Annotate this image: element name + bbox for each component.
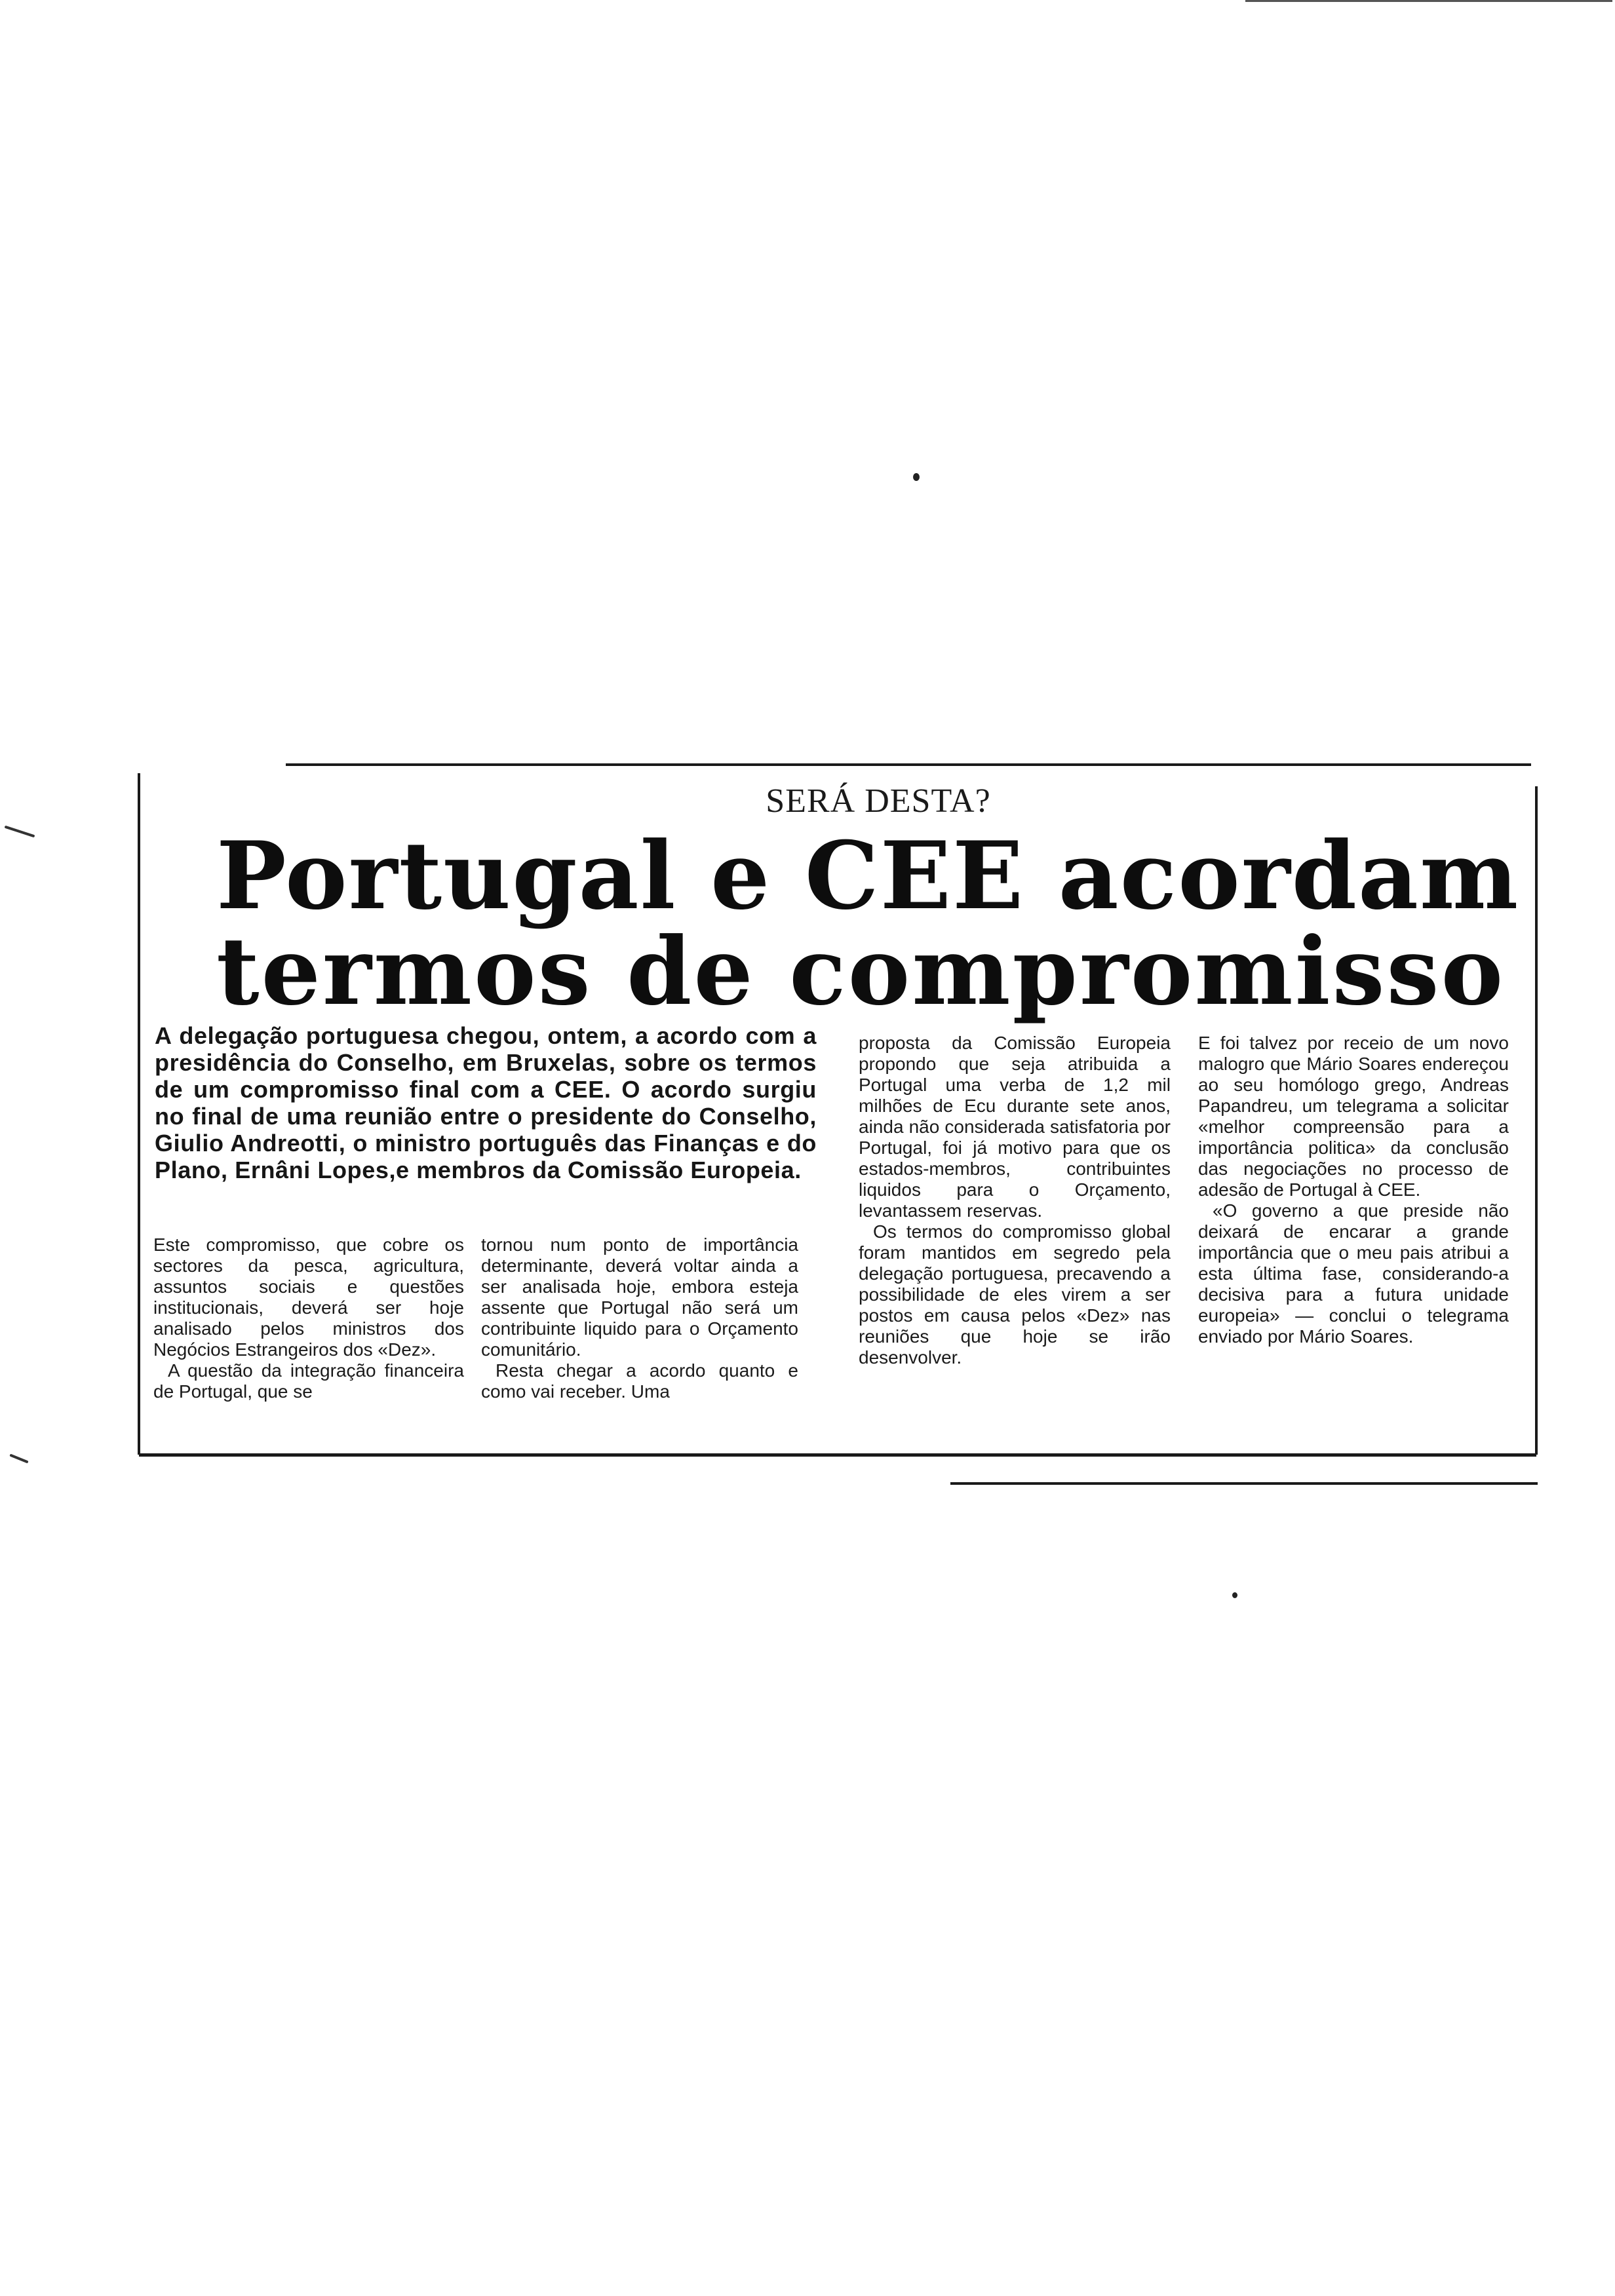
body-column-4 <box>1198 1033 1509 1347</box>
margin-mark <box>9 1454 28 1464</box>
frame-top-rule <box>286 763 1531 766</box>
top-edge-rule <box>1245 0 1612 2</box>
body-paragraph: Os termos do compromisso global foram mantidos em segredo pela delegação portuguesa, precavendo a possibilidade de eles virem a ser postos em causa pelos «Dez» nas reuniões que hoje se irão desenvolver. <box>859 1221 1171 1368</box>
lead-paragraph: A delegação portuguesa chegou, ontem, a acordo com a presidência do Conselho, em Bruxelas, sobre os termos de um compromisso final com a CEE. O acordo surgiu no final de uma reunião entre o presidente do Conselho, Giulio Andreotti, o ministro português das Finanças e do Plano, Ernâni Lopes,e membros da Comissão Europeia. <box>155 1022 817 1183</box>
kicker: SERÁ DESTA? <box>766 782 991 820</box>
body-paragraph: Resta chegar a acordo quanto e como vai receber. Uma <box>481 1360 798 1402</box>
body-paragraph: «O governo a que preside não deixará de encarar a grande importância que o meu pais atribui a esta última fase, considerando-a decisiva para a futura unidade europeia» — conclui o telegrama enviado por Mário Soares. <box>1198 1200 1509 1347</box>
body-column-2 <box>481 1234 798 1402</box>
headline-line-1: Portugal e CEE acordam <box>216 822 1520 930</box>
frame-right-rule <box>1535 786 1538 1455</box>
scan-speck <box>913 473 920 481</box>
margin-mark <box>5 826 35 838</box>
headline-line-2: termos de compromisso <box>216 917 1506 1026</box>
scan-speck <box>1232 1592 1237 1598</box>
frame-bottom-rule <box>139 1453 1536 1457</box>
body-paragraph: E foi talvez por receio de um novo malogro que Mário Soares endereçou ao seu homólogo grego, Andreas Papandreu, um telegrama a solicitar «melhor compreensão para a importância politica» da conclusão das negociações no processo de adesão de Portugal à CEE. <box>1198 1033 1509 1200</box>
body-paragraph: proposta da Comissão Europeia propondo que seja atribuida a Portugal uma verba de 1,2 mil milhões de Ecu durante sete anos, ainda não considerada satisfatoria por Portugal, foi já motivo para que os estados-membros, contribuintes liquidos para o Orçamento, levantassem reservas. <box>859 1033 1171 1221</box>
body-paragraph: A questão da integração financeira de Portugal, que se <box>153 1360 464 1402</box>
frame-left-rule <box>138 773 140 1455</box>
body-paragraph: Este compromisso, que cobre os sectores da pesca, agricultura, assuntos sociais e questões institucionais, deverá ser hoje analisado pelos ministros dos Negócios Estrangeiros dos «Dez». <box>153 1234 464 1360</box>
body-column-3 <box>859 1033 1171 1368</box>
body-column-1 <box>153 1234 464 1402</box>
body-paragraph: tornou num ponto de importância determinante, deverá voltar ainda a ser analisada hoje, embora esteja assente que Portugal não será um contribuinte liquido para o Orçamento comunitário. <box>481 1234 798 1360</box>
frame-lower-rule <box>950 1482 1538 1485</box>
